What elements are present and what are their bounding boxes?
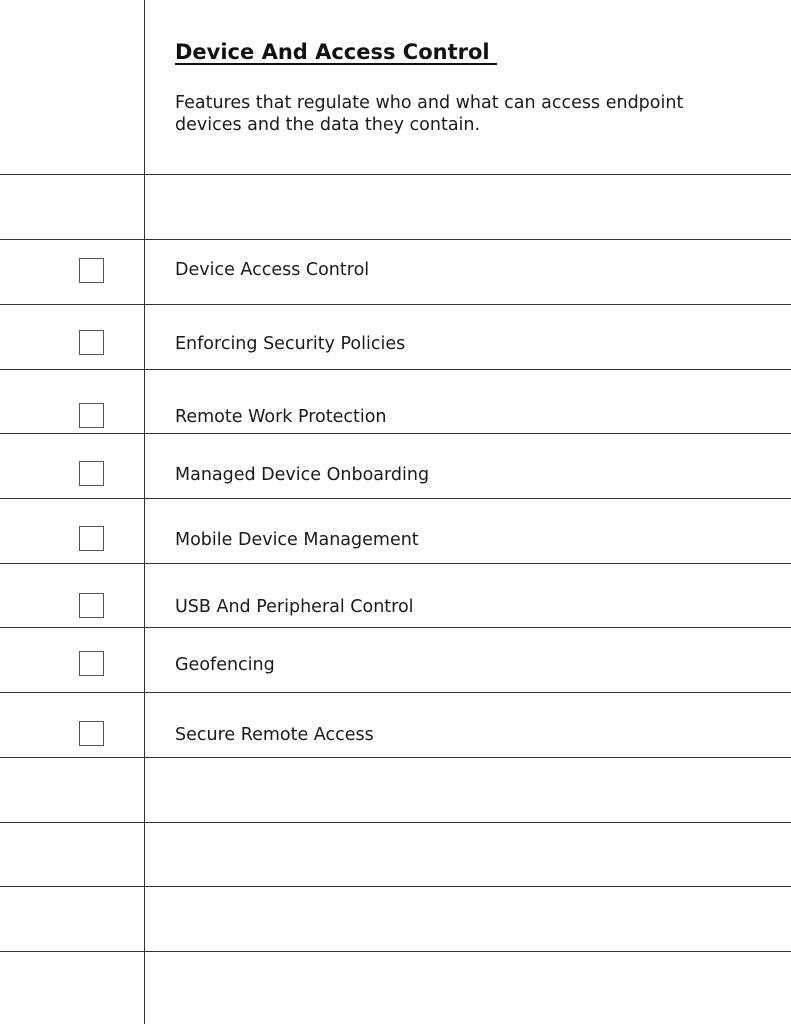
page-description: Features that regulate who and what can access endpoint devices and the data they contain.	[175, 93, 684, 135]
row-divider	[0, 498, 791, 499]
row-divider	[0, 563, 791, 564]
row-divider	[0, 627, 791, 628]
item-label-secure-remote-access: Secure Remote Access	[175, 725, 374, 745]
item-label-enforcing-security-policies: Enforcing Security Policies	[175, 334, 406, 354]
item-label-usb-and-peripheral-control: USB And Peripheral Control	[175, 597, 414, 617]
item-label-remote-work-protection: Remote Work Protection	[175, 407, 387, 427]
row-divider	[0, 304, 791, 305]
page-title: Device And Access Control	[175, 40, 497, 64]
checkbox-usb-and-peripheral-control[interactable]	[79, 593, 104, 618]
item-label-managed-device-onboarding: Managed Device Onboarding	[175, 465, 430, 485]
checkbox-managed-device-onboarding[interactable]	[79, 461, 104, 486]
row-divider	[0, 369, 791, 370]
row-divider	[0, 239, 791, 240]
column-divider	[144, 0, 145, 1024]
row-divider	[0, 951, 791, 952]
item-label-mobile-device-management: Mobile Device Management	[175, 530, 419, 550]
row-divider	[0, 886, 791, 887]
row-divider	[0, 433, 791, 434]
row-divider	[0, 174, 791, 175]
item-label-device-access-control: Device Access Control	[175, 260, 370, 280]
checkbox-device-access-control[interactable]	[79, 258, 104, 283]
checkbox-enforcing-security-policies[interactable]	[79, 330, 104, 355]
checkbox-mobile-device-management[interactable]	[79, 526, 104, 551]
row-divider	[0, 692, 791, 693]
checkbox-secure-remote-access[interactable]	[79, 721, 104, 746]
row-divider	[0, 822, 791, 823]
checkbox-geofencing[interactable]	[79, 651, 104, 676]
item-label-geofencing: Geofencing	[175, 655, 275, 675]
checkbox-remote-work-protection[interactable]	[79, 403, 104, 428]
row-divider	[0, 757, 791, 758]
